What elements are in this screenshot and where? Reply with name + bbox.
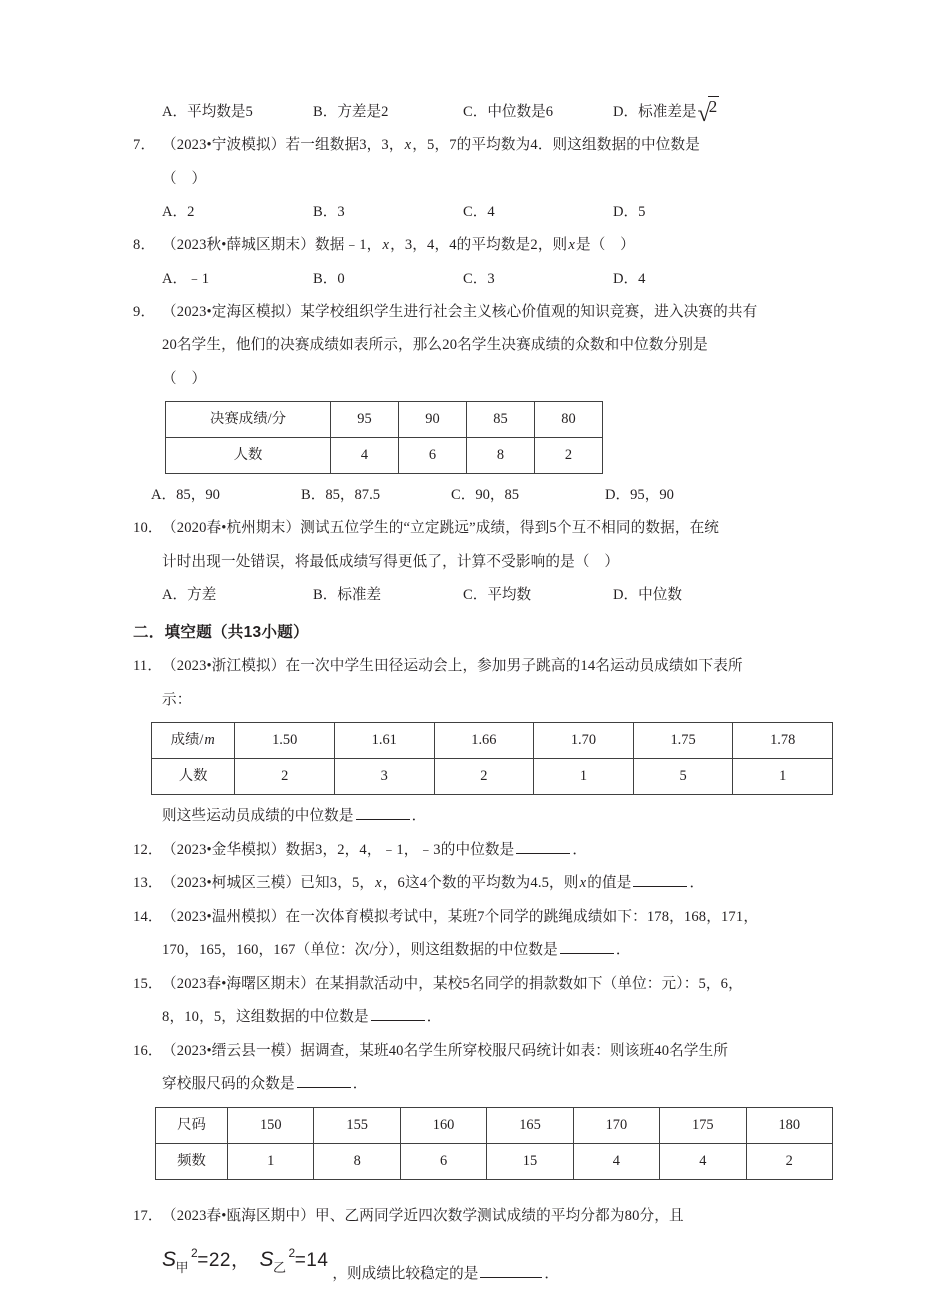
question-16-line-2 (133, 1068, 833, 1102)
question-16-number: 16． (133, 1042, 163, 1059)
question-8-variable-1: x (382, 237, 390, 253)
option-d[interactable]: D．95，90 (605, 487, 674, 503)
question-8-options (133, 263, 833, 296)
cell: 95 (331, 402, 399, 438)
question-7-options (133, 196, 833, 229)
square-root-icon: √2 (697, 97, 718, 127)
trailing-period: ． (544, 1266, 559, 1282)
cell: 170 (573, 1107, 659, 1143)
question-16 (133, 1035, 833, 1069)
row-header: 人数 (166, 438, 331, 474)
question-10-number: 10． (133, 520, 163, 536)
question-13-text-2: ，6这4个数的平均数为4.5，则 (382, 875, 579, 891)
question-11-after-table-text: 则这些运动员成绩的中位数是 (162, 808, 354, 824)
question-14-number: 14． (133, 908, 163, 925)
question-13-text-1: 已知3，5， (300, 875, 375, 891)
question-9 (133, 296, 833, 330)
option-a[interactable]: A．平均数是5 (162, 104, 253, 120)
cell: 1 (534, 759, 634, 795)
formula-s2-equals: =14 (294, 1250, 329, 1271)
answer-blank[interactable] (516, 840, 570, 854)
table-row (156, 1107, 833, 1143)
cell: 90 (399, 402, 467, 438)
formula-s1-subscript: 甲 (175, 1260, 190, 1275)
question-14-text-line-1: 在一次体育模拟考试中，某班7个同学的跳绳成绩如下：178，168，171， (285, 908, 759, 925)
question-11-text-line-1: 在一次中学生田径运动会上，参加男子跳高的14名运动员成绩如下表所 (285, 658, 743, 674)
cell: 1.75 (633, 723, 733, 759)
row-header: 频数 (156, 1143, 228, 1179)
question-11 (133, 650, 833, 684)
option-b[interactable]: B．85，87.5 (301, 487, 381, 503)
formula-s2-exponent: 2 (288, 1246, 296, 1260)
table-row (166, 402, 603, 438)
cell: 80 (535, 402, 603, 438)
answer-blank[interactable] (633, 873, 687, 887)
row-header: 决赛成绩/分 (166, 402, 331, 438)
cell: 1 (228, 1143, 314, 1179)
option-c[interactable]: C．3 (463, 270, 495, 287)
question-7 (133, 129, 833, 163)
trailing-period: ． (426, 1009, 442, 1025)
row-header-text: 成绩/ (170, 732, 204, 748)
row-header (152, 723, 235, 759)
question-6-options (133, 96, 833, 129)
question-17 (133, 1200, 833, 1234)
cell: 175 (660, 1107, 746, 1143)
cell: 6 (400, 1143, 486, 1179)
table-row (166, 438, 603, 474)
cell: 1 (733, 759, 833, 795)
question-12-text: 数据3，2，4，﹣1，﹣3的中位数是 (285, 841, 515, 858)
option-d[interactable]: D．中位数 (613, 587, 682, 603)
question-11-data-table (151, 722, 833, 795)
row-header: 人数 (152, 759, 235, 795)
trailing-period: ． (572, 841, 588, 858)
question-13-number: 13． (133, 875, 163, 891)
variance-formula (162, 1245, 329, 1275)
question-11-source: （2023•浙江模拟） (162, 658, 286, 674)
question-15-source: （2023春•海曙区期末） (162, 975, 315, 992)
question-11-number: 11． (133, 658, 163, 674)
question-8-number: 8． (133, 237, 156, 253)
option-d-label: D．标准差是 (613, 104, 697, 120)
question-14 (133, 901, 833, 935)
option-c[interactable]: C．4 (463, 204, 495, 220)
question-9-answer-paren[interactable]: （ ） (162, 370, 207, 387)
cell: 1.66 (434, 723, 534, 759)
question-14-text-line-2: 170，165，160，167（单位：次/分），则这组数据的中位数是 (162, 942, 558, 958)
cell: 1.61 (334, 723, 434, 759)
cell: 6 (399, 438, 467, 474)
answer-blank[interactable] (371, 1007, 425, 1021)
question-8-text-3: 是（ ） (575, 237, 635, 253)
option-d[interactable]: D．4 (613, 270, 646, 287)
question-10-text-line-1: 测试五位学生的“立定跳远”成绩，得到5个互不相同的数据，在统 (300, 520, 720, 536)
question-13-source: （2023•柯城区三模） (162, 875, 301, 891)
question-14-source: （2023•温州模拟） (162, 908, 286, 925)
question-7-source: （2023•宁波模拟） (162, 137, 286, 153)
cell: 1.70 (534, 723, 634, 759)
option-a[interactable]: A．方差 (162, 587, 217, 603)
cell: 180 (746, 1107, 833, 1143)
question-12 (133, 834, 833, 868)
cell: 85 (467, 402, 535, 438)
question-10-options (133, 579, 833, 612)
answer-blank[interactable] (297, 1074, 351, 1088)
question-7-text-1: 若一组数据3，3， (285, 137, 404, 153)
unit-meter-italic: m (204, 732, 215, 748)
question-17-tail-text: ，则成绩比较稳定的是 (332, 1266, 479, 1282)
question-17-tail (332, 1262, 559, 1283)
question-9-text-line-2: 20名学生，他们的决赛成绩如表所示，那么20名学生决赛成绩的众数和中位数分别是 (162, 337, 708, 353)
cell: 150 (228, 1107, 314, 1143)
question-16-source: （2023•缙云县一模） (162, 1042, 301, 1059)
question-8 (133, 229, 833, 263)
cell: 2 (746, 1143, 833, 1179)
option-c[interactable]: C．平均数 (463, 587, 532, 603)
formula-s1: S (162, 1248, 177, 1271)
question-8-text-1: 数据﹣1， (315, 237, 382, 253)
option-c[interactable]: C．中位数是6 (463, 104, 553, 120)
formula-s2: S (259, 1248, 274, 1271)
question-7-text-2: ，5，7的平均数为4．则这组数据的中位数是 (412, 137, 700, 153)
question-10 (133, 512, 833, 546)
option-a[interactable]: A．2 (162, 204, 195, 220)
answer-blank[interactable] (480, 1264, 542, 1278)
question-8-variable-2: x (568, 237, 575, 253)
question-13-variable-2: x (579, 875, 587, 891)
question-15-text-line-2: 8，10，5，这组数据的中位数是 (162, 1009, 369, 1025)
question-7-variable: x (404, 137, 412, 153)
question-16-text-line-2: 穿校服尺码的众数是 (162, 1076, 295, 1092)
table-row (152, 759, 833, 795)
table-row (156, 1143, 833, 1179)
cell: 4 (660, 1143, 746, 1179)
cell: 165 (487, 1107, 573, 1143)
cell: 2 (535, 438, 603, 474)
question-15-line-2 (133, 1001, 833, 1035)
question-9-source: （2023•定海区模拟） (162, 303, 301, 320)
question-15 (133, 968, 833, 1002)
option-b[interactable]: B．0 (313, 270, 345, 287)
question-11-table-wrap (133, 722, 833, 795)
trailing-period: ． (352, 1076, 368, 1092)
question-16-table-wrap (133, 1107, 833, 1180)
question-16-text-line-1: 据调查，某班40名学生所穿校服尺码统计如表：则该班40名学生所 (300, 1042, 729, 1059)
formula-s2-subscript: 乙 (272, 1260, 287, 1275)
question-13 (133, 867, 833, 901)
cell: 1.78 (733, 723, 833, 759)
cell: 160 (400, 1107, 486, 1143)
trailing-period: ． (411, 808, 427, 824)
cell: 8 (467, 438, 535, 474)
option-c[interactable]: C．90，85 (451, 487, 520, 503)
question-10-source: （2020春•杭州期末） (162, 520, 301, 536)
section-2-heading: 二．填空题（共13小题） (133, 624, 309, 641)
option-d[interactable]: D．5 (613, 204, 646, 220)
question-13-text-3: 的值是 (587, 875, 632, 891)
option-b[interactable]: B．方差是2 (313, 104, 389, 120)
question-9-data-table (165, 401, 603, 474)
cell: 5 (633, 759, 733, 795)
row-header: 尺码 (156, 1107, 228, 1143)
question-12-number: 12． (133, 841, 163, 858)
question-7-answer-paren[interactable]: （ ） (162, 170, 207, 187)
cell: 2 (434, 759, 534, 795)
cell: 2 (235, 759, 335, 795)
cell: 155 (314, 1107, 400, 1143)
answer-blank[interactable] (356, 806, 410, 820)
trailing-period: ． (689, 875, 705, 891)
question-8-text-2: ，3，4，4的平均数是2，则 (390, 237, 568, 253)
table-row (152, 723, 833, 759)
question-16-data-table (155, 1107, 833, 1180)
answer-blank[interactable] (560, 940, 614, 954)
trailing-period: ． (615, 942, 631, 958)
question-15-number: 15． (133, 975, 163, 992)
question-9-number: 9． (133, 303, 156, 320)
cell: 4 (573, 1143, 659, 1179)
question-17-formula-line (133, 1233, 833, 1291)
question-9-table-wrap (133, 401, 833, 474)
cell: 3 (334, 759, 434, 795)
cell: 8 (314, 1143, 400, 1179)
formula-s1-exponent: 2 (191, 1246, 199, 1260)
question-8-source: （2023秋•薛城区期末） (162, 237, 315, 253)
question-14-line-2 (133, 934, 833, 968)
question-13-variable-1: x (375, 875, 382, 891)
formula-separator: ， (230, 1250, 251, 1271)
question-17-source: （2023春•瓯海区期中） (162, 1207, 315, 1224)
question-11-text-line-2: 示： (162, 691, 192, 708)
question-17-number: 17． (133, 1207, 163, 1224)
formula-s1-equals: =22 (197, 1250, 231, 1271)
option-a[interactable]: A．﹣1 (162, 270, 210, 287)
question-12-source: （2023•金华模拟） (162, 841, 286, 858)
option-a[interactable]: A．85，90 (151, 487, 220, 503)
cell: 15 (487, 1143, 573, 1179)
question-9-text-line-1: 某学校组织学生进行社会主义核心价值观的知识竞赛，进入决赛的共有 (300, 303, 758, 320)
cell: 4 (331, 438, 399, 474)
question-11-after-table (133, 800, 833, 834)
page-content (133, 96, 833, 1291)
question-15-text-line-1: 在某捐款活动中，某校5名同学的捐款数如下（单位：元）：5，6， (315, 975, 743, 992)
cell: 1.50 (235, 723, 335, 759)
question-17-text-line-1: 甲、乙两同学近四次数学测试成绩的平均分都为80分，且 (315, 1207, 684, 1224)
question-7-number: 7． (133, 137, 156, 153)
option-b[interactable]: B．标准差 (313, 587, 382, 603)
option-d[interactable] (613, 96, 719, 131)
question-9-options (133, 479, 833, 512)
option-b[interactable]: B．3 (313, 204, 345, 220)
question-10-text-line-2: 计时出现一处错误，将最低成绩写得更低了，计算不受影响的是（ ） (162, 553, 620, 570)
